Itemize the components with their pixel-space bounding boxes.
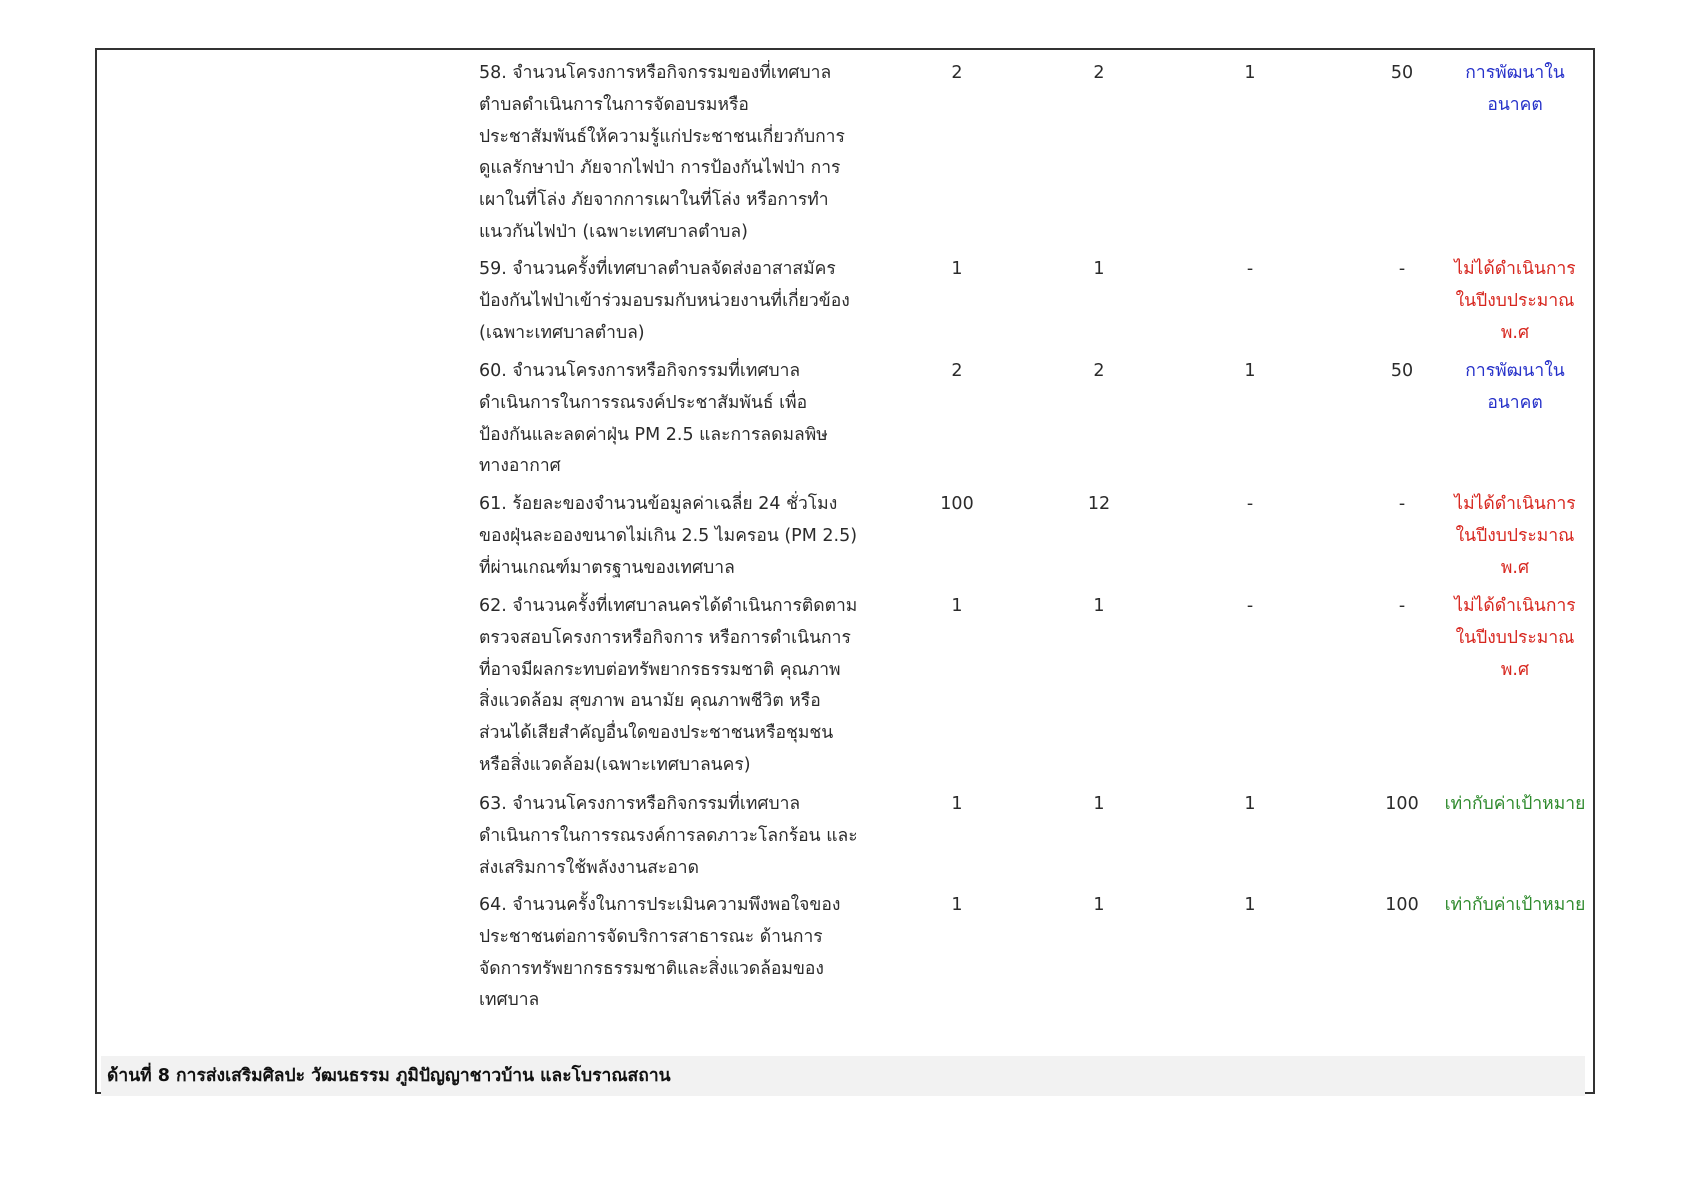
indicator-description: 63. จำนวนโครงการหรือกิจกรรมที่เทศบาล ดำเนินการในการรณรงค์การลดภาวะโลกร้อน และ ส่งเสริมการใช้พลังงานสะอาด [479, 794, 858, 878]
indicator-description: 61. ร้อยละของจำนวนข้อมูลค่าเฉลี่ย 24 ชั่วโมง ของฝุ่นละอองขนาดไม่เกิน 2.5 ไมครอน (PM 2.5) ที่ผ่านเกณฑ์มาตรฐานของเทศบาล [479, 494, 858, 578]
indicator-status: ไม่ได้ดำเนินการ ในปีงบประมาณ พ.ศ [1454, 259, 1576, 343]
table-row [97, 890, 1593, 1024]
table-row [97, 356, 1593, 489]
indicator-value-1: 1 [951, 596, 963, 616]
indicator-value-4: - [1398, 259, 1406, 279]
indicator-value-2: 1 [1093, 794, 1105, 814]
indicator-value-3: - [1246, 259, 1254, 279]
indicator-value-1: 1 [951, 794, 963, 814]
indicator-status: เท่ากับค่าเป้าหมาย [1444, 794, 1586, 814]
table-row [97, 789, 1593, 890]
indicator-status: ไม่ได้ดำเนินการ ในปีงบประมาณ พ.ศ [1454, 494, 1576, 578]
indicator-description: 62. จำนวนครั้งที่เทศบาลนครได้ดำเนินการติดตาม ตรวจสอบโครงการหรือกิจการ หรือการดำเนินการ ที่อาจมีผลกระทบต่อทรัพยากรธรรมชาติ คุณภาพ สิ่งแวดล้อม สุขภาพ อนามัย คุณภาพชีวิต หรือ ส่วนได้เสียสำคัญอื่นใดของประชาชนหรือชุมชน หรือสิ่งแวดล้อม(เฉพาะเทศบาลนคร) [479, 596, 858, 775]
table-row [97, 58, 1593, 254]
indicator-value-3: - [1246, 596, 1254, 616]
indicator-description: 58. จำนวนโครงการหรือกิจกรรมของที่เทศบาล ตำบลดำเนินการในการจัดอบรมหรือ ประชาสัมพันธ์ให้ความรู้แก่ประชาชนเกี่ยวกับการ ดูแลรักษาป่า ภัยจากไฟป่า การป้องกันไฟป่า การ เผาในที่โล่ง ภัยจากการเผาในที่โล่ง หรือการทำ แนวกันไฟป่า (เฉพาะเทศบาลตำบล) [479, 63, 845, 242]
indicator-value-3: 1 [1244, 895, 1256, 915]
indicator-value-1: 1 [951, 895, 963, 915]
indicator-value-3: 1 [1244, 794, 1256, 814]
table-row [97, 254, 1593, 356]
indicator-value-4: 100 [1385, 794, 1419, 814]
indicator-value-4: - [1398, 596, 1406, 616]
indicator-value-2: 2 [1093, 63, 1105, 83]
indicator-status: ไม่ได้ดำเนินการ ในปีงบประมาณ พ.ศ [1454, 596, 1576, 680]
indicator-value-3: 1 [1244, 63, 1256, 83]
indicator-value-4: 100 [1385, 895, 1419, 915]
indicator-value-1: 1 [951, 259, 963, 279]
indicator-value-4: 50 [1390, 361, 1414, 381]
indicator-value-4: 50 [1390, 63, 1414, 83]
indicator-table [95, 48, 1595, 1094]
section-heading: ด้านที่ 8 การส่งเสริมศิลปะ วัฒนธรรม ภูมิปัญญาชาวบ้าน และโบราณสถาน [101, 1056, 1585, 1096]
indicator-value-3: 1 [1244, 361, 1256, 381]
indicator-value-2: 12 [1087, 494, 1111, 514]
indicator-value-2: 1 [1093, 259, 1105, 279]
indicator-description: 59. จำนวนครั้งที่เทศบาลตำบลจัดส่งอาสาสมัคร ป้องกันไฟป่าเข้าร่วมอบรมกับหน่วยงานที่เกี่ยวข้อง (เฉพาะเทศบาลตำบล) [479, 259, 850, 343]
indicator-description: 64. จำนวนครั้งในการประเมินความพึงพอใจของ ประชาชนต่อการจัดบริการสาธารณะ ด้านการ จัดการทรัพยากรธรรมชาติและสิ่งแวดล้อมของ เทศบาล [479, 895, 841, 1011]
indicator-description: 60. จำนวนโครงการหรือกิจกรรมที่เทศบาล ดำเนินการในการรณรงค์ประชาสัมพันธ์ เพื่อ ป้องกันและลดค่าฝุ่น PM 2.5 และการลดมลพิษ ทางอากาศ [479, 361, 828, 477]
indicator-value-2: 1 [1093, 596, 1105, 616]
indicator-value-1: 2 [951, 63, 963, 83]
indicator-value-2: 1 [1093, 895, 1105, 915]
indicator-value-1: 2 [951, 361, 963, 381]
indicator-status: การพัฒนาใน อนาคต [1465, 361, 1565, 413]
indicator-status: การพัฒนาใน อนาคต [1465, 63, 1565, 115]
table-row [97, 591, 1593, 789]
indicator-rows [97, 58, 1593, 1024]
indicator-status: เท่ากับค่าเป้าหมาย [1444, 895, 1586, 915]
indicator-value-4: - [1398, 494, 1406, 514]
indicator-value-2: 2 [1093, 361, 1105, 381]
indicator-value-1: 100 [940, 494, 974, 514]
indicator-value-3: - [1246, 494, 1254, 514]
table-row [97, 489, 1593, 591]
